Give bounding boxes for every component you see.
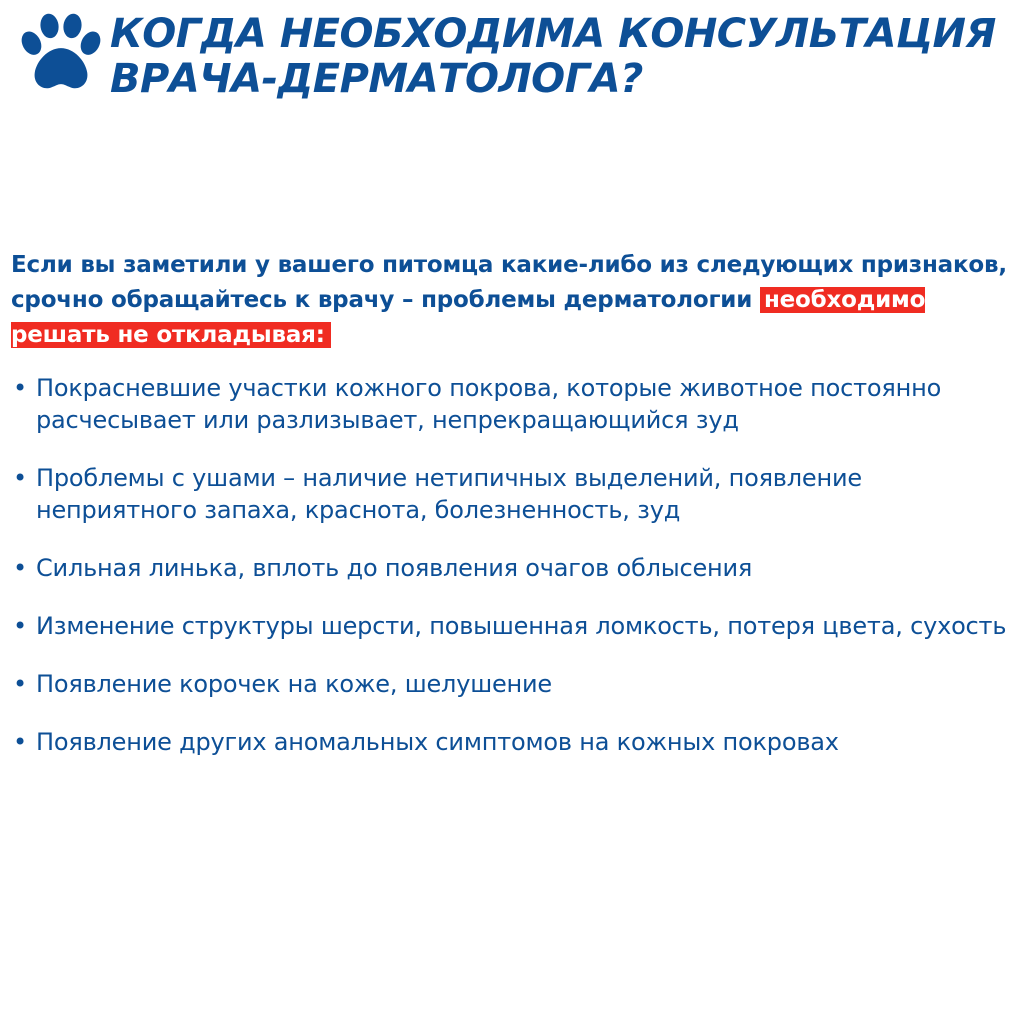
- list-item: [12, 462, 1020, 526]
- symptoms-list: [12, 372, 1020, 784]
- intro-highlight: необходимо решать не откладывая:: [11, 287, 926, 348]
- bullet: •: [13, 374, 27, 402]
- bullet: •: [13, 728, 27, 756]
- bullet: •: [13, 464, 27, 492]
- intro-text: Если вы заметили у вашего питомца какие-либо из следующих признаков, срочно обращайтесь к врачу – проблемы дерматологии: [11, 252, 1007, 313]
- title-line-2: ВРАЧА-ДЕРМАТОЛОГА?: [110, 56, 643, 102]
- list-item-text: Появление корочек на коже, шелушение: [36, 670, 552, 698]
- bullet: •: [13, 554, 27, 582]
- list-item-text: Покрасневшие участки кожного покрова, которые животное постоянно расчесывает или разлизывает, непрекращающийся зуд: [36, 374, 942, 434]
- list-item-text: Изменение структуры шерсти, повышенная ломкость, потеря цвета, сухость: [36, 612, 1007, 640]
- list-item-text: Проблемы с ушами – наличие нетипичных выделений, появление неприятного запаха, краснота, болезненность, зуд: [36, 464, 862, 524]
- list-item: [12, 726, 1020, 758]
- bullet: •: [13, 670, 27, 698]
- page-title: [110, 12, 996, 102]
- list-item-text: Появление других аномальных симптомов на кожных покровах: [36, 728, 839, 756]
- list-item: [12, 552, 1020, 584]
- intro-paragraph: [11, 248, 1011, 353]
- list-item-text: Сильная линька, вплоть до появления очагов облысения: [36, 554, 753, 582]
- bullet: •: [13, 612, 27, 640]
- list-item: [12, 668, 1020, 700]
- paw-icon: [20, 12, 102, 94]
- title-line-1: КОГДА НЕОБХОДИМА КОНСУЛЬТАЦИЯ: [110, 11, 996, 57]
- list-item: [12, 610, 1020, 642]
- list-item: [12, 372, 1020, 436]
- header: [20, 12, 1010, 112]
